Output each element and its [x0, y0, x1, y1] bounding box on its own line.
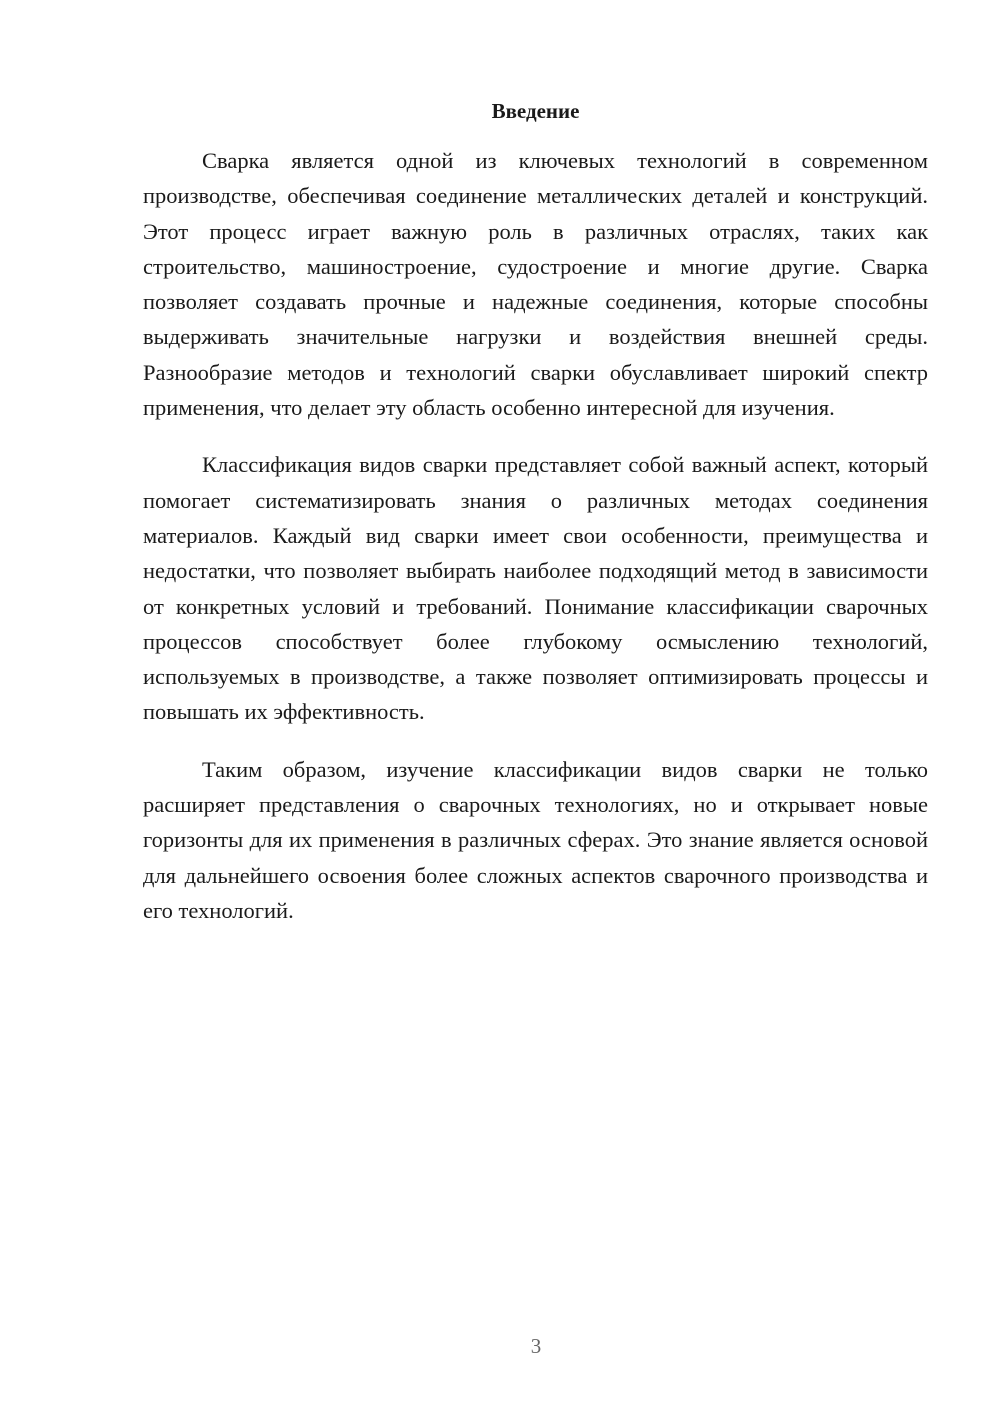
body-text	[143, 143, 928, 950]
paragraph-1: Сварка является одной из ключевых технологий в современном производстве, обеспечивая соединение металлических деталей и конструкций. Этот процесс играет важную роль в различных отраслях, таких как строительство, машиностроение, судостроение и многие другие. Сварка позволяет создавать прочные и надежные соединения, которые способны выдерживать значительные нагрузки и воздействия внешней среды. Разнообразие методов и технологий сварки обуславливает широкий спектр применения, что делает эту область особенно интересной для изучения.	[143, 148, 928, 421]
page-title: Введение	[491, 99, 580, 123]
paragraph-3: Таким образом, изучение классификации видов сварки не только расширяет представления о сварочных технологиях, но и открывает новые горизонты для их применения в различных сферах. Это знание является основой для дальнейшего освоения более сложных аспектов сварочного производства и его технологий.	[143, 756, 928, 923]
paragraph-2: Классификация видов сварки представляет собой важный аспект, который помогает систематизировать знания о различных методах соединения материалов. Каждый вид сварки имеет свои особенности, преимущества и недостатки, что позволяет выбирать наиболее подходящий метод в зависимости от конкретных условий и требований. Понимание классификации сварочных процессов способствует более глубокому осмыслению технологий, используемых в производстве, а также позволяет оптимизировать процессы и повышать их эффективность.	[143, 452, 928, 725]
page-number: 3	[530, 1334, 542, 1358]
